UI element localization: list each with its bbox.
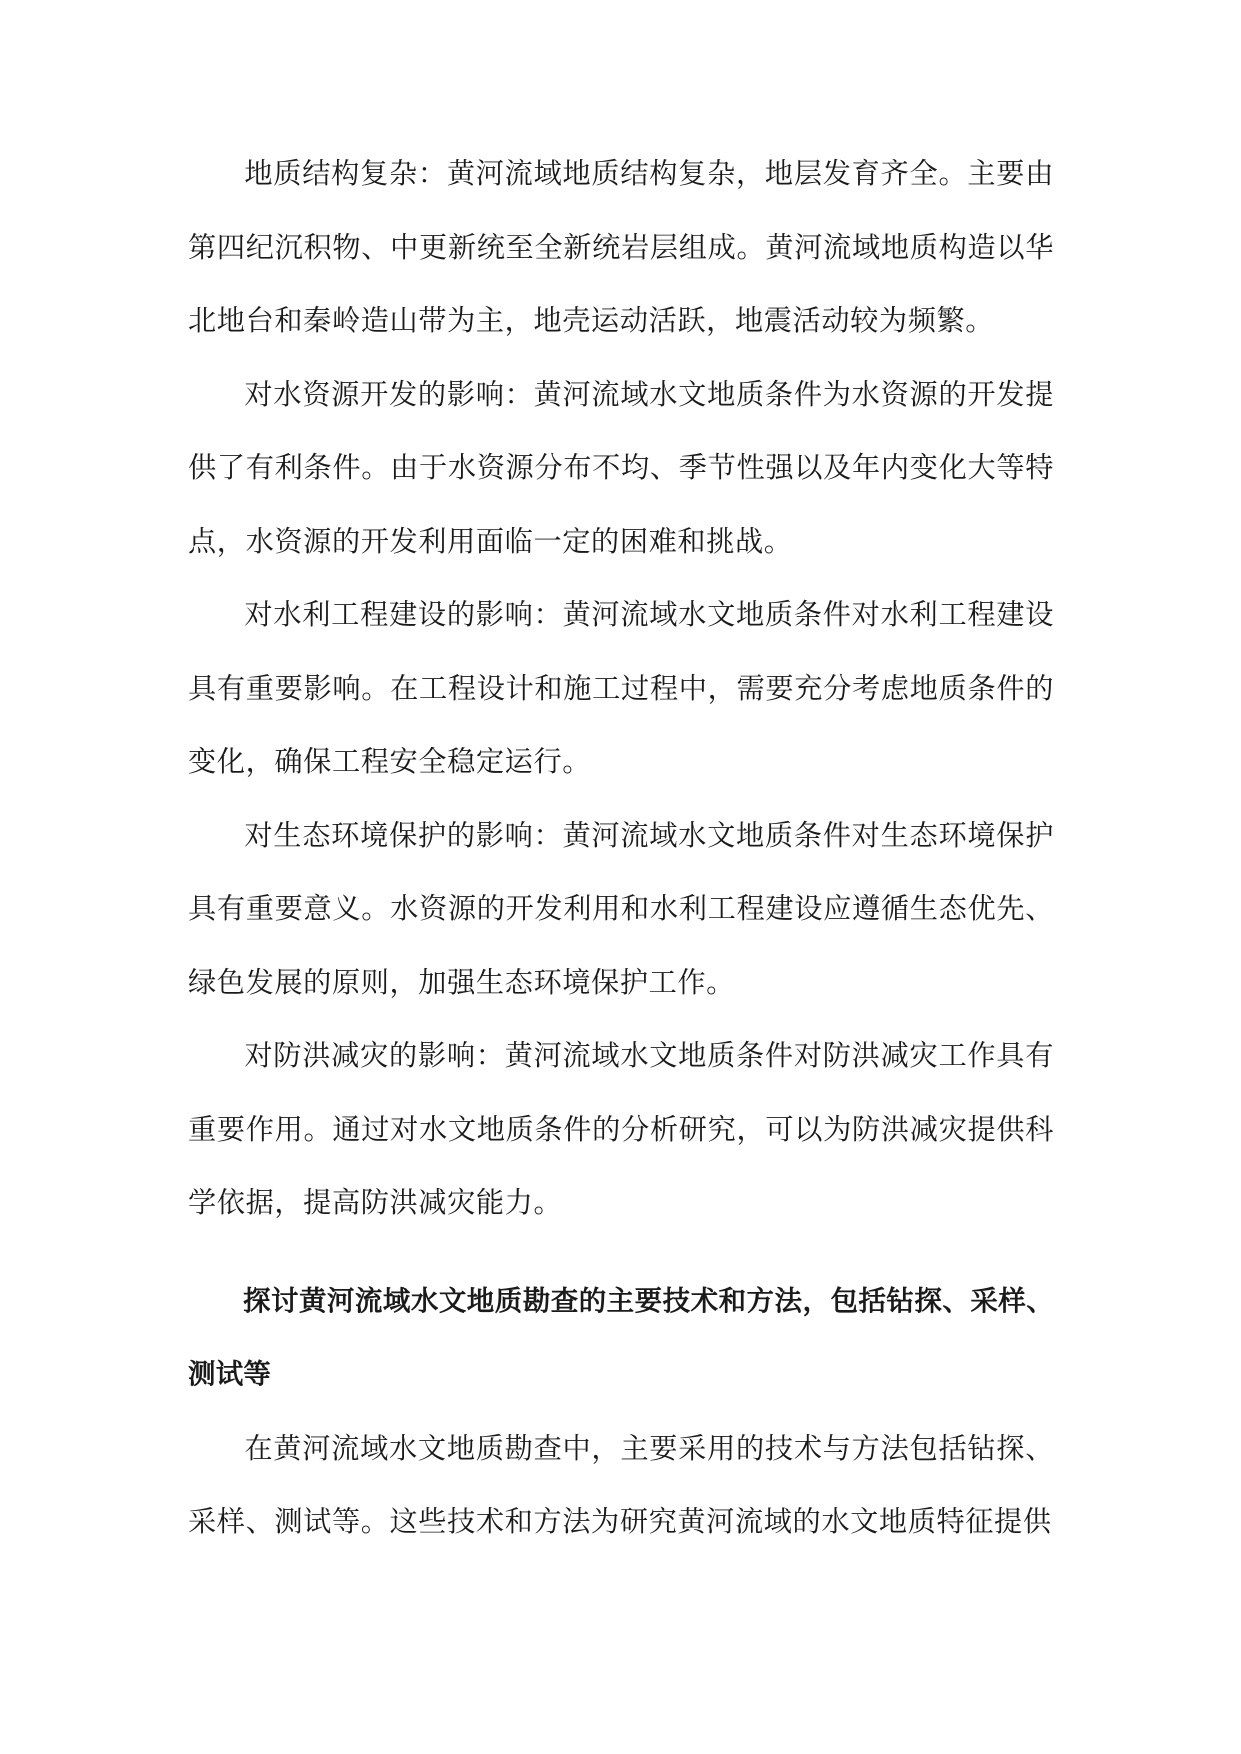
- document-body: [188, 137, 1054, 1559]
- paragraph-water-resources: 对水资源开发的影响：黄河流域水文地质条件为水资源的开发提供了有利条件。由于水资源分布不均、季节性强以及年内变化大等特点，水资源的开发利用面临一定的困难和挑战。: [188, 377, 1054, 558]
- paragraph-geology-structure: 地质结构复杂：黄河流域地质结构复杂，地层发育齐全。主要由第四纪沉积物、中更新统至全新统岩层组成。黄河流域地质构造以华北地台和秦岭造山带为主，地壳运动活跃，地震活动较为频繁。: [188, 157, 1054, 337]
- paragraph-ecology-protection: 对生态环境保护的影响：黄河流域水文地质条件对生态环境保护具有重要意义。水资源的开发利用和水利工程建设应遵循生态优先、绿色发展的原则，加强生态环境保护工作。: [188, 818, 1054, 999]
- paragraph-flood-control: 对防洪减灾的影响：黄河流域水文地质条件对防洪减灾工作具有重要作用。通过对水文地质条件的分析研究，可以为防洪减灾提供科学依据，提高防洪减灾能力。: [188, 1039, 1054, 1219]
- section-heading: 探讨黄河流域水文地质勘查的主要技术和方法，包括钻探、采样、测试等: [188, 1284, 1054, 1390]
- paragraph-survey-methods: 在黄河流域水文地质勘查中，主要采用的技术与方法包括钻探、采样、测试等。这些技术和方法为研究黄河流域的水文地质特征提供: [188, 1431, 1054, 1538]
- paragraph-hydraulic-engineering: 对水利工程建设的影响：黄河流域水文地质条件对水利工程建设具有重要影响。在工程设计和施工过程中，需要充分考虑地质条件的变化，确保工程安全稳定运行。: [188, 598, 1054, 778]
